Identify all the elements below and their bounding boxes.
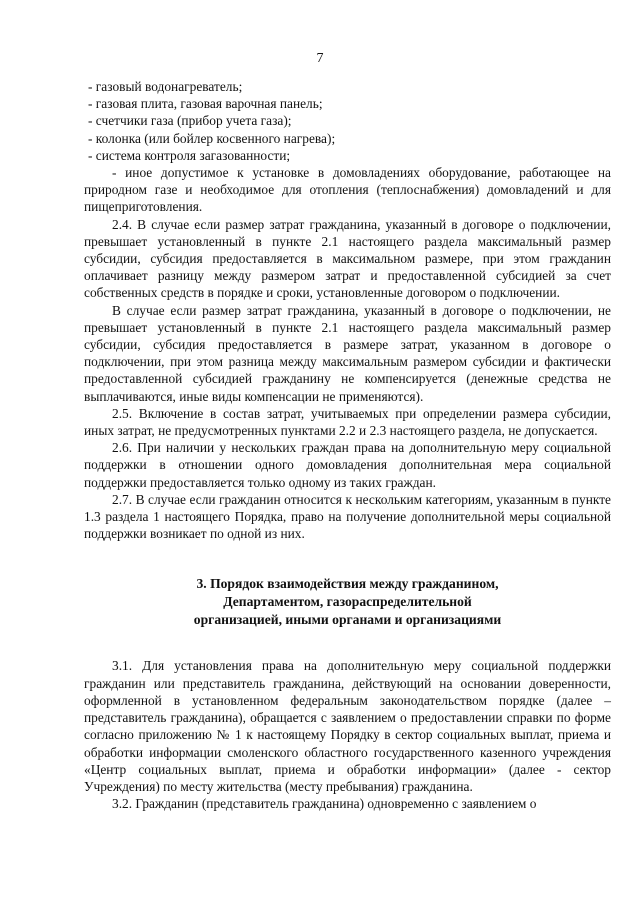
page-number: 7 bbox=[316, 51, 324, 66]
section-heading-line: Департаментом, газораспределительной bbox=[223, 594, 472, 610]
list-item: - система контроля загазованности; bbox=[88, 147, 291, 163]
list-item: - колонка (или бойлер косвенного нагрева); bbox=[88, 130, 336, 146]
section-heading-line: 3. Порядок взаимодействия между гражданином, bbox=[196, 576, 499, 592]
paragraph-3-1: 3.1. Для установления права на дополнительную меру социальной поддержки гражданин или представитель гражданина, действующий на основании доверенности, оформленной в установленном федеральным законодательством порядке (далее – представитель гражданина), обращается с заявлением о предоставлении справки по форме согласно приложению № 1 к настоящему Порядку в сектор социальных выплат, приема и обработки информации смоленского областного государственного казенного учреждения «Центр социальных выплат, приема и обработки информации» (далее - сектор Учреждения) по месту жительства (месту пребывания) гражданина. bbox=[84, 658, 611, 794]
paragraph-2-4-continued: В случае если размер затрат гражданина, указанный в договоре о подключении, не превышает установленный в пункте 2.1 настоящего раздела максимальный размер субсидии, субсидия предоставляется в размере затрат, указанном в договоре о подключении, при этом разница между максимальным размером субсидии и фактически предоставленной субсидией гражданину не компенсируется (денежные средства не выплачиваются, иные виды компенсации не применяются). bbox=[84, 302, 611, 404]
list-item: - счетчики газа (прибор учета газа); bbox=[88, 113, 292, 129]
list-item: - газовый водонагреватель; bbox=[88, 79, 243, 94]
paragraph-equipment: - иное допустимое к установке в домовладениях оборудование, работающее на природном газе и необходимое для отопления (теплоснабжения) домовладений и для пищеприготовления. bbox=[84, 165, 611, 215]
document-body bbox=[84, 78, 611, 812]
section-heading bbox=[84, 575, 611, 629]
paragraph-3-2: 3.2. Гражданин (представитель гражданина) одновременно с заявлением о bbox=[112, 796, 537, 812]
paragraph-2-5: 2.5. Включение в состав затрат, учитываемых при определении размера субсидии, иных затрат, не предусмотренных пунктами 2.2 и 2.3 настоящего раздела, не допускается. bbox=[84, 405, 611, 439]
paragraph-2-4: 2.4. В случае если размер затрат гражданина, указанный в договоре о подключении, превышает установленный в пункте 2.1 настоящего раздела максимальный размер субсидии, субсидия предоставляется в максимальном размере, при этом гражданин оплачивает разницу между размером затрат и предоставленной субсидией за счет собственных средств в порядке и сроки, установленные договором о подключении. bbox=[84, 216, 611, 301]
section-heading-line: организацией, иными органами и организациями bbox=[193, 612, 502, 628]
list-item: - газовая плита, газовая варочная панель; bbox=[88, 96, 323, 112]
paragraph-2-7: 2.7. В случае если гражданин относится к нескольким категориям, указанным в пункте 1.3 раздела 1 настоящего Порядка, право на получение дополнительной меры социальной поддержки возникает по одной из них. bbox=[84, 491, 611, 542]
paragraph-2-6: 2.6. При наличии у нескольких граждан права на дополнительную меру социальной поддержки в отношении одного домовладения дополнительная мера социальной поддержки предоставляется только одному из таких граждан. bbox=[84, 440, 611, 490]
